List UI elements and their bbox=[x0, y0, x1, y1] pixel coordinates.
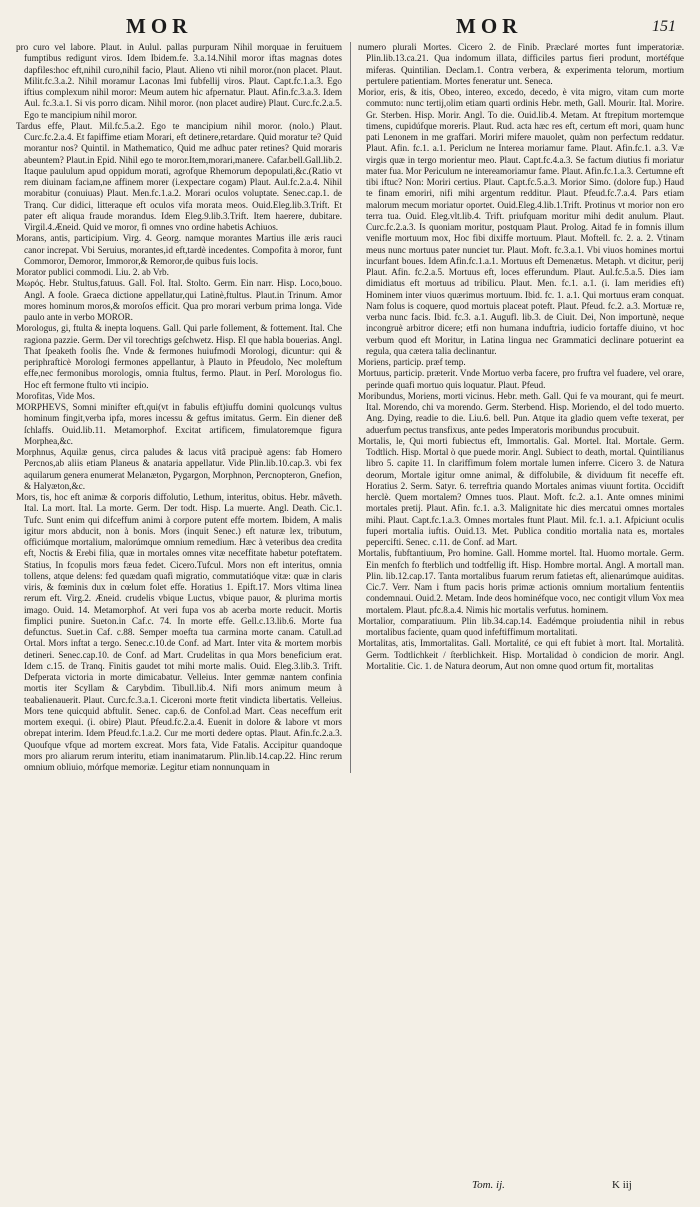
dictionary-entry: numero plurali Mortes. Cicero 2. de Finib. Præclaré mortes funt imperatoriæ. Plin.lib.13.ca.21. Qua indomum illata, difficiles partus fieri produnt, mortéfque miferas. Quintilian. Declam.1. Contra verbera, & experimenta telorum, mortium pertulere patientiam. Mortes feneratur unt. Seneca. bbox=[358, 42, 684, 86]
page-footer bbox=[0, 1179, 700, 1195]
dictionary-entry: Mortalis, fubftantiuum, Pro homine. Gall. Homme mortel. Ital. Huomo mortale. Germ. Ein menfch fo fterblich und todtfellig ift. Hisp. Hombre mortal. Angl. A mortall man. Plin. lib.12.cap.17. Tanta mortalibus fuarum rerum fatietas eft, alienarúmque auiditas. Cic.7. Verr. Nam i ftum pacis horis primæ actionis omnium mortalium fententiis condemnaui. Ouid.2. Metam. Inde deos hominéfque voco, nec contigit vllum Vox mea mortalem. Plaut. pfc.8.a.4. Nimis hic mortalis verfutus. hominem. bbox=[358, 548, 684, 615]
dictionary-entry: Morator publici commodi. Liu. 2. ab Vrb. bbox=[16, 267, 169, 277]
dictionary-entry: Moriens, particip. præf temp. bbox=[358, 357, 466, 367]
dictionary-entry: MORPHEVS, Somni minifter eft,qui(vt in fabulis eft)iuffu domini quolcunqs vultus hominum fingit,verba ipfa, mores incessu & geftus imitatus. Germ. Ein diener deß ſchlaffs. Ouid.lib.11. Metamorphof. Excitat artificem, fimulatoremque figura Morphea,&c. bbox=[16, 402, 342, 446]
dictionary-entry: Morologus, gi, ftulta & inepta loquens. Gall. Qui parle follement, & fottement. Ital. Che ragiona pazzie. Germ. Der vil torechtigs geſchwetz. Hisp. El que habla bouerias. Angl. That ſpeaketh foolis ſhe. Vnde & fermones huiufmodi Morologi, dicuntur: qui & periphrafticè Morologi fermones appellantur, à Plauto in Pfeudolo, Nec moleftum effe,nec fermonibus morologis, omnia ftultus, fermo. Plaut. in Perſ. Morologus fio. Hoc eft fermone ftulto vti incipio. bbox=[16, 323, 342, 390]
dictionary-entry: Tardus effe, Plaut. Mil.fc.5.a.2. Ego te mancipium nihil moror. (nolo.) Plaut. Curc.fc.2.a.4. Et fapiffime etiam Morari, eft detinere,retardare. Quid moratur te? Quid morantur nos? Quintil. in Mathematico, Quid me adhuc pater retines? Quid moraris abeuntem? Plaut.in Epid. Nihil ego te moror.Item,morari,manere. Cafar.bell.Gall.lib.2. Itaque paululum apud oppidum morati, agrofque Rhemorum depopulati,&c.(Ratio vt rem diuinam faciam,ne affinem morer (i.expectare cogam) Plaut. Aul.fc.2.a.4. Nihil morabitur (conuiuas) Plaut. Men.fc.1.a.2. Morari oculos voluptate. Senec.cap.1. de Tranq. Cur didici, litteraque eft oculos vifa morata meos. Ouid.Eleg.lib.3.Trift. Et pater eft aliqua fraude morandus. Idem Eleg.9.lib.3.Trift. Item haerere, dubitare. Virgil.4.Æneid. Quid ve moror, fi omnes vno ordine habetis Achiuos. bbox=[16, 120, 342, 232]
right-running-headword: MOR bbox=[456, 14, 523, 38]
dictionary-entry: Moribundus, Moriens, morti vicinus. Hebr. meth. Gall. Qui fe va mourant, qui fe meurt. Ital. Morendo, chi va morendo. Germ. Sterbend. Hisp. Moriendo, el del todo muerto. Ang. Dying, readie to die. Liu.6. bell. Pun. Atque ita gladio quem vefte texerat, per aduerfum pectus transfixus, ante pedes Imperatoris moribundus procubuit. bbox=[358, 390, 684, 435]
dictionary-entry: Mortalis, le, Qui morti fubiectus eft, Immortalis. Gal. Mortel. Ital. Mortale. Germ. Todtlich. Hisp. Mortal ò que puede morir. Angl. Subiect to death, mortal. Quintilianus libro 5. capite 11. In clariffimum folem mortale lumen inferre. Cicero 3. de Natura deorum, Mortale igitur omne animal, & diffolubile, & dividuum fit neceffe eft. Horatius 2. Serm. Satyr. 6. terreftria quando Mortales animas viuunt fortita. Occidift herclè. Quem mortalem? Omnes tuos. Plaut. Moft. fc.2. a.1. Ante omnes minimi mortales pretij. Plaut. Afin. fc.1. a.3. Malignitate hic dies mercatui omnes mortales mihi. Plaut. Capt.fc.1.a.3. Omnes mortales ftunt Plaut. Mil. fc.1. a.1. Afpiciunt oculis fuperi mortalia iuftis. Ouid.13. Met. Publica conditio mortalia nata es, mortales pepercifti. Senec. c.11. de Conf. ad Mart. bbox=[358, 435, 684, 547]
dictionary-entry: Morans, antis, participium. Virg. 4. Georg. namque morantes Martius ille æris rauci canor increpat. Vbi Seruius, morantes,id eft,tardè incedentes. Compofita à moror, funt Commoror, Demoror, Immoror,& Remoror,de quibus fuis locis. bbox=[16, 233, 342, 266]
dictionary-entry: pro curo vel labore. Plaut. in Aulul. pallas purpuram Nihil morquae in feruituem fumptibus redigunt viros. Idem Ibidem.fe. 3.a.14.Nihil moror iftas magnas dotes dapfiles:hoc eft,nihil curo,nihil facio, Plaut. Alieno vti nihil moror.(non placet. Plaut. Milit.fc.3.a.2. Nihil moramur Laconas Imi fubfellij viros. Plaut. Capt.fc.1.a.3. Ego iftius complexum nihil moror: Meum autem hic afpernatur. Plaut. Afin.fc.3.a.3. Idem Aul. fc.3.a.1. Si vis porro dicam. Nihil moror. (non placet audire) Plaut. Curc.fc.2.a.5. Ego te mancipium nihil moror. bbox=[16, 42, 342, 120]
dictionary-entry: Mortuus, particip. præterit. Vnde Mortuo verba facere, pro fruftra vel fuadere, vel orare, perinde quafi mortuo quis loquatur. Plaut. Pfeud. bbox=[358, 368, 684, 390]
right-column bbox=[358, 42, 684, 773]
dictionary-entry: Mortalior, comparatiuum. Plin lib.34.cap.14. Eadémque proiudentia nihil in rebus mortalibus faciente, quam quod infeftiffimum mortalitati. bbox=[358, 615, 684, 637]
dictionary-entry: Mωρός. Hebr. Stultus,fatuus. Gall. Fol. Ital. Stolto. Germ. Ein narr. Hisp. Loco,bouo. Angl. A foole. Graeca dictione appellatur,qui Latinè,ftultus. Plaut.in Trinum. Amor mores hominum moros,& moroſos efficit. Qua pro morari verbum prima longa. Vide paulo ante in verbo MOROR. bbox=[16, 278, 342, 322]
left-running-headword: MOR bbox=[126, 14, 193, 38]
running-header bbox=[16, 14, 684, 40]
dictionary-entry: Morior, eris, & itis, Obeo, intereo, excedo, decedo, è vita migro, vitam cum morte commuto: nunc tertij,olim etiam quarti ordinis Hebr. meth, Gall. Mourir. Ital. Morire. Gr. Sterben. Hisp. Morir. Angl. To die. Ouid.lib.4. Metam. At ftrepitum mortemque timens, cupidúfque moreris. Plaut. Rud. acta hæc res eft, certum eft mori, quam hunc pati Lenonem in me graffari. Moriri mifere mauolet, quàm non perfectum reddatur. Plaut. Afin. fc.1. a.1. Periclum ne Interea moriamur fame. Plaut. Afin.fc.1. a.3. Væ virgis quæ in tergo morientur meo. Plaut. Capt.fc.4.a.3. Se factum diutius fi moriatur mater fua. Mor Periculum ne intereamoriamur fame. Plaut. Afin.fc.1.a.3. Certumne eft tibi iftuc? Non: Moriri certius. Plaut. Capt.fc.5.a.3. Morior Simo. (dolore fup.) Haud te finam emoriri, nifi mihi argentum redditur. Plaut. Pfeud.fc.7.a.4. Pars etiam malorum mecum moriatur oportet. Ouid.Eleg.4.lib.1.Trift. Protinus vt morior non ero terra tua. Ouid. Eleg.vlt.lib.4. Trift. priufquam moritur mihi dedit anulum. Plaut. Curc.fc.2.a.3. Is quoniam moritur, postquam Plaut. Prolog. Aitad fe in fomnis illum venifle mortuum mox, Hoc fibi dixiffe mortuum. Plaut. Moftell. fc. 2. a. 2. Vtinam meus nunc mortuus pater nunciet tur. Plaut. Moft. fc.3.a.1. Vbi viuos homines mortui incurfant boues. Idem Afin.fc.1.a.1. Mortuus eft Demenætus. Metaph. vt dicitur, perij Plaut. Afin. fc.2.a.5. Mortuus eft, loces efferundum. Plaut. Aul.fc.5.a.5. Dies iam dimidiatus eft mortuus ad tribilicu. Plaut. Men. fc.1. a.1. (i. Iam meridies eft) Hominem inter viuos quærimus mortuum. Ibid. fc. 1. a.1. Qui mortuus eram conquat. Nam folus is coquere, quod mortuis placeat poteft. Plaut. Pfeud. fc.2. a.3. Mortuæ re, verba nunc facis. Ibid. fc.3. a.1. Augufl. lib.3. de Ciuit. Dei, Non importunè, neque incongruè arbitror dicere; etfi non humana induftria, iudicio fortaffe diuino, vt hoc verbum quod eft Moritur, in Latina lingua nec Grammatici declinare potuerint ea regula, qua cætera talia declinantur. bbox=[358, 87, 684, 356]
column-rule bbox=[350, 42, 351, 773]
dictionary-entry: Morofitas, Vide Mos. bbox=[16, 390, 95, 401]
dictionary-entry: Mortalitas, atis, Immortalitas. Gall. Mortalité, ce qui eft fubiet à mort. Ital. Mortalità. Germ. Todtlichkeit / ſterblichkeit. Hisp. Mortalidad ò condicion de morir. Angl. Mortalitie. Cic. 1. de Natura deorum, Aut non omne quod ortum fit, mortalitas bbox=[358, 638, 684, 671]
dictionary-entry: Mors, tis, hoc eft animæ & corporis diffolutio, Lethum, interitus, obitus. Hebr. mâveth. Ital. La mort. Ital. La morte. Germ. Der todt. Hisp. La muerte. Angl. Death. Cic.1. Tufc. Sunt enim qui difceffum animi à corpore putent effe mortem. Ibidem, A malis igitur mors abducit, non à bonis. Mors (inquit Senec.) eft naturæ lex, tributum, officiúmque mortalium, malorúmque omnium remedium. Hæc à veteribus dea credita eft, Noctis & Erebi filia, quæ in mortales omnes vitæ neceffitate habetur poteftatem. Statius, In fcopulis mors fæua fedet. Cicero.Tufcul. Mors non eft interitus, omnia tollens, atque delens: fed quædam quafi migratio, commutatióque vitæ: quæ in claris viris, & fœminis dux in cœlum folet effe. Horatius 1. Epift.17. Mors vltima linea rerum eft. Virg.2. Æneid. crudelis vbique Luctus, vbique pauor, & plurima mortis imago. Ouid. 14. Metamorphof. At veri fupa vos ab acerba morte reducit. Mortis fimplici punire. Sueton.in Caf.c. 74. In morte effe. Gell.c.13.lib.6. Morte fua defunctus. Suet.in Caf. c.88. Semper moefta tua carmina morte canam. Catull.ad Ortal. Mors inftat a tergo. Senec.c.10.de Conf. ad Mart. Inter vita & mortem morbis detineri. Senec.cap.10. de Conf. ad Mart. Crudelitas in qua Mors beneficium erat. Idem c.15. de Tranq. Finitis gaudet tot mihi morte malis. Ouid. Eleg.3.lib.3. Trift. Defperata victoria in morte dimicabatur. Velleius. Inter gemmæ nantem confinia mortis iter Scyllam & Carybdim. Tibull.lib.4. Nifi mors animum meum à teabalienauerit. Plaut. Curc.fc.3.a.1. Ciceroni morte ftetit vindicta libertatis. Velleius. Mors tene quicquid abftulit. Senec. cap.6. de Confol.ad Mart. Ceas neceffum erit mortem exequi. (i. obire) Plaut. Pfeud.fc.2.a.4. Euenit in dolore & labore vt mors obrepat interim. Idem Pfeud.fc.1.a.2. Cur me morti dedere optas. Plaut. Afin.fc.2.a.3. Quoufque vfque ad mortem excreat. Mors fata, Vide Fatalis. Accipitur quandoque mors pro aliarum rerum interitu, etiam inanimatarum. Plin.lib.14.cap.22. Hinc rerum omnium obliuio, mórfque memoriæ. Legitur etiam nonnunquam in bbox=[16, 492, 342, 772]
signature-mark: K iij bbox=[612, 1179, 632, 1191]
page-number: 151 bbox=[652, 18, 676, 35]
dictionary-entry: Morphnus, Aquilæ genus, circa paludes & lacus vitâ pracipuè agens: fab Homero Percnos,ab aliis etiam Planeus & anataria appellatur. Vide Plin.lib.10.cap.3. vbi fex aquilarum genera enumerat Melanæton, Pygargon, Morphnon, Percnopteron, Gnefion, & Halyæton,&c. bbox=[16, 447, 342, 491]
left-column bbox=[16, 42, 342, 773]
volume-signature: Tom. ij. bbox=[472, 1179, 505, 1191]
two-column-body bbox=[16, 42, 684, 773]
